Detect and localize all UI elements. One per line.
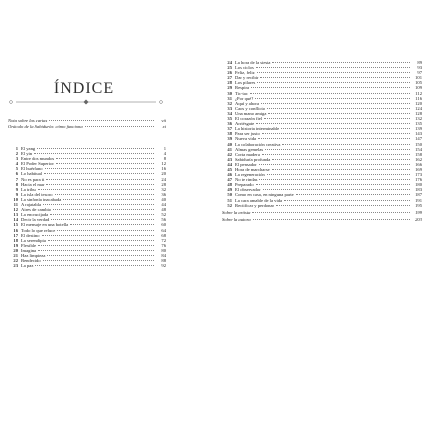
toc-page: 139 <box>415 126 422 132</box>
toc-page: 80 <box>161 247 166 253</box>
toc-label: Los ciclos <box>235 65 254 71</box>
toc-number: 32 <box>227 100 232 106</box>
toc-number: 17 <box>13 232 18 238</box>
toc-page: 158 <box>415 151 422 157</box>
toc-page: 180 <box>415 182 422 188</box>
toc-number: 48 <box>227 182 232 188</box>
toc-page: 40 <box>161 196 166 202</box>
toc-page: 116 <box>415 95 422 101</box>
toc-number: 22 <box>13 258 18 264</box>
toc-number: 11 <box>13 202 18 208</box>
leader-dots <box>259 161 410 165</box>
toc-label: Sobre la autora <box>222 216 251 222</box>
leader-dots <box>261 100 410 104</box>
toc-page: 36 <box>161 191 166 197</box>
toc-number: 26 <box>227 70 232 76</box>
toc-label: La isla del tesoro <box>21 191 53 197</box>
leader-dots <box>264 115 410 119</box>
toc-label: El Poder Superior <box>21 161 54 167</box>
toc-number: 29 <box>227 85 232 91</box>
toc-entry[interactable] <box>222 203 422 208</box>
intro-list <box>8 118 166 130</box>
toc-number: 21 <box>13 252 18 258</box>
toc-page: 93 <box>417 65 422 71</box>
toc-number: 47 <box>227 177 232 183</box>
leader-dots <box>55 191 154 195</box>
toc-label: La serendipia <box>21 237 46 243</box>
toc-page: 120 <box>415 100 422 106</box>
toc-page: 112 <box>415 90 422 96</box>
toc-page: 199 <box>415 209 422 215</box>
toc-page: 187 <box>415 192 422 198</box>
toc-label: Para ser justo <box>235 131 260 137</box>
toc-page: 92 <box>161 263 166 269</box>
toc-page: 64 <box>161 227 166 233</box>
leader-dots <box>250 90 410 94</box>
toc-page: 169 <box>415 166 422 172</box>
toc-label: El observador <box>235 187 261 193</box>
toc-entry[interactable] <box>222 210 422 215</box>
toc-page: 191 <box>415 197 422 203</box>
toc-number: 34 <box>227 110 232 116</box>
page-title: ÍNDICE <box>53 80 115 97</box>
toc-label: Caos y conflicto <box>235 105 266 111</box>
toc-label: Respira <box>235 85 250 91</box>
toc-label: Nota sobre las cartas <box>8 118 48 123</box>
toc-page: 195 <box>415 202 422 208</box>
leader-dots <box>43 201 154 205</box>
leader-dots <box>57 227 154 231</box>
toc-number: 23 <box>13 263 18 269</box>
toc-number: 8 <box>15 181 18 187</box>
toc-page: 12 <box>161 161 166 167</box>
leader-dots <box>257 79 410 83</box>
toc-label: Feliz, feliz <box>235 70 255 76</box>
leader-dots <box>260 74 410 78</box>
toc-label: Como en casa, en ninguna parte <box>235 192 294 198</box>
toc-number: 30 <box>227 90 232 96</box>
toc-label: Una mano amiga <box>235 110 267 116</box>
toc-number: 9 <box>15 186 18 192</box>
leader-dots <box>267 105 410 109</box>
toc-page: 101 <box>415 75 422 81</box>
leader-dots <box>267 171 410 175</box>
toc-entry[interactable] <box>222 217 422 222</box>
toc-label: La colaboración creativa <box>235 141 281 147</box>
leader-dots <box>296 191 410 195</box>
toc-label: No es para ti <box>21 176 45 182</box>
toc-label: Imagina <box>21 247 37 253</box>
leader-dots <box>47 252 154 256</box>
toc-label: Bendecido <box>21 258 41 264</box>
leader-dots <box>56 155 154 159</box>
leader-dots <box>46 176 154 180</box>
toc-page: 16 <box>161 166 166 172</box>
leader-dots <box>38 242 154 246</box>
toc-list-left <box>8 146 166 268</box>
toc-number: 10 <box>13 196 18 202</box>
toc-label: Lo habitual <box>21 171 43 177</box>
leader-dots <box>53 206 154 210</box>
toc-number: 24 <box>227 60 232 65</box>
toc-page: 203 <box>415 216 422 222</box>
toc-label: Preparado <box>235 182 254 188</box>
toc-number: 13 <box>13 212 18 218</box>
toc-label: Tic-tac <box>235 90 248 96</box>
toc-page: 162 <box>415 156 422 162</box>
leader-dots <box>37 145 154 149</box>
toc-page: 176 <box>415 177 422 183</box>
toc-number: 9 <box>15 191 18 197</box>
leader-dots <box>48 237 154 241</box>
toc-page: 32 <box>161 186 166 192</box>
toc-label: La cara amable de la vida <box>235 197 283 203</box>
toc-page: 72 <box>161 237 166 243</box>
toc-label: Oráculo de la Sabiduría: cómo funciona <box>8 124 83 129</box>
toc-number: 43 <box>227 156 232 162</box>
toc-number: 1 <box>15 146 18 151</box>
toc-page: 48 <box>161 207 166 213</box>
toc-entry[interactable] <box>8 124 166 130</box>
leader-dots <box>281 125 410 129</box>
toc-label: Los pilares <box>235 80 256 86</box>
toc-entry[interactable] <box>8 263 166 268</box>
toc-label: Flexible <box>21 242 37 248</box>
right-page <box>222 0 427 433</box>
toc-page: 183 <box>415 187 422 193</box>
toc-label: Entre dos mundos <box>21 156 55 162</box>
toc-number: 52 <box>227 202 232 208</box>
toc-page: 150 <box>415 141 422 147</box>
toc-page: 124 <box>415 105 422 111</box>
toc-number: 15 <box>13 222 18 228</box>
leader-dots <box>252 209 410 213</box>
toc-label: Todo lo que reluce <box>21 227 56 233</box>
toc-label: Dar y recibir <box>235 75 259 81</box>
leader-dots <box>38 186 154 190</box>
toc-label: El yin <box>21 151 33 157</box>
leader-dots <box>284 197 410 201</box>
leader-dots <box>46 181 154 185</box>
toc-page: 166 <box>415 161 422 167</box>
toc-page: 24 <box>161 176 166 182</box>
leader-dots <box>38 247 154 251</box>
toc-label: ¿Por qué? <box>235 95 254 101</box>
leader-dots <box>63 196 154 200</box>
toc-label: Corta madera <box>235 151 260 157</box>
toc-number: 49 <box>227 187 232 193</box>
toc-page: 89 <box>417 60 422 65</box>
leader-dots <box>276 202 410 206</box>
toc-label: Sabiduría profunda <box>235 156 271 162</box>
leader-dots <box>70 221 154 225</box>
leader-dots <box>263 186 410 190</box>
toc-label: El yang <box>21 146 36 151</box>
leader-dots <box>44 170 154 174</box>
toc-label: El huérfano <box>21 166 43 172</box>
toc-label: La sinfonía inacabada <box>21 196 62 202</box>
toc-label: La paz <box>21 263 34 269</box>
toc-page: 97 <box>417 70 422 76</box>
toc-number: 25 <box>227 65 232 71</box>
toc-number: 33 <box>227 105 232 111</box>
toc-page: xi <box>162 124 166 129</box>
toc-label: Sobre la artista <box>222 209 251 215</box>
toc-label: Nueva vida <box>235 136 257 142</box>
toc-label: Hacia el mar <box>21 181 45 187</box>
leader-dots <box>262 130 410 134</box>
toc-label: El corazón fiel <box>235 116 263 122</box>
leader-dots <box>256 181 410 185</box>
toc-page: 44 <box>161 202 166 208</box>
toc-number: 44 <box>227 161 232 167</box>
leader-dots <box>45 165 154 169</box>
toc-number: 6 <box>15 171 18 177</box>
toc-page: 147 <box>415 136 422 142</box>
toc-number: 16 <box>13 227 18 233</box>
toc-number: 14 <box>13 217 18 223</box>
toc-number: 38 <box>227 131 232 137</box>
toc-label: Aires de cambio <box>21 207 52 213</box>
toc-page: 88 <box>161 258 166 264</box>
toc-page: 68 <box>161 232 166 238</box>
toc-label: La hora de la siesta <box>235 60 271 65</box>
toc-label: El pensador <box>235 161 257 167</box>
leader-dots <box>255 95 410 99</box>
toc-number: 40 <box>227 141 232 147</box>
leader-dots <box>50 211 154 215</box>
leader-dots <box>34 150 154 154</box>
leader-dots <box>259 176 410 180</box>
leader-dots <box>49 117 154 121</box>
leader-dots <box>253 216 410 220</box>
toc-number: 2 <box>15 151 18 157</box>
leader-dots <box>42 232 154 236</box>
left-page <box>4 0 209 433</box>
toc-page: 132 <box>415 116 422 122</box>
toc-page: vii <box>161 118 166 123</box>
toc-label: El mensaje en una botella <box>21 222 69 228</box>
ornament-divider <box>8 99 164 105</box>
toc-number: 3 <box>15 156 18 162</box>
toc-number: 39 <box>227 136 232 142</box>
leader-dots <box>272 59 410 63</box>
toc-label: Aquí y ahora <box>235 100 259 106</box>
backmatter-list <box>222 210 422 222</box>
toc-page: 128 <box>415 110 422 116</box>
leader-dots <box>51 216 154 220</box>
toc-page: 20 <box>161 171 166 177</box>
toc-page: 56 <box>161 217 166 223</box>
leader-dots <box>85 123 154 127</box>
toc-label: Decir la verdad <box>21 217 50 223</box>
toc-label: Rectificar y perdonar <box>235 202 275 208</box>
toc-label: La regeneración <box>235 172 265 178</box>
leader-dots <box>258 135 410 139</box>
toc-page: 76 <box>161 242 166 248</box>
leader-dots <box>268 110 410 114</box>
leader-dots <box>251 84 410 88</box>
toc-number: 19 <box>13 242 18 248</box>
leader-dots <box>35 262 154 266</box>
leader-dots <box>256 64 410 68</box>
toc-number: 50 <box>227 192 232 198</box>
toc-label: La historia interminable <box>235 126 280 132</box>
toc-number: 7 <box>15 176 18 182</box>
leader-dots <box>56 160 154 164</box>
toc-number: 18 <box>13 237 18 243</box>
toc-number: 46 <box>227 172 232 178</box>
toc-page: 109 <box>415 85 422 91</box>
toc-list-right <box>222 60 422 222</box>
leader-dots <box>282 141 410 145</box>
toc-number: 36 <box>227 121 232 127</box>
toc-page: 154 <box>415 146 422 152</box>
toc-page: 1 <box>163 146 166 151</box>
toc-number: 37 <box>227 126 232 132</box>
leader-dots <box>272 156 410 160</box>
toc-label: Haz limpieza <box>21 252 46 258</box>
toc-page: 135 <box>415 121 422 127</box>
leader-dots <box>256 120 410 124</box>
toc-number: 41 <box>227 146 232 152</box>
toc-number: 35 <box>227 116 232 122</box>
toc-number: 31 <box>227 95 232 101</box>
leader-dots <box>43 257 154 261</box>
toc-page: 4 <box>163 151 166 157</box>
toc-label: Hora de marcharse <box>235 166 270 172</box>
toc-number: 27 <box>227 75 232 81</box>
toc-label: La encrucijada <box>21 212 49 218</box>
toc-number: 45 <box>227 166 232 172</box>
toc-number: 4 <box>15 161 18 167</box>
toc-number: 42 <box>227 151 232 157</box>
toc-page: 105 <box>415 80 422 86</box>
toc-number: 12 <box>13 207 18 213</box>
leader-dots <box>265 146 410 150</box>
toc-label: No te rindas <box>235 177 258 183</box>
toc-page: 173 <box>415 172 422 178</box>
toc-number: 51 <box>227 197 232 203</box>
toc-label: A rajatabla <box>21 202 42 208</box>
toc-page: 84 <box>161 252 166 258</box>
toc-label: La tribu <box>21 186 36 192</box>
toc-number: 28 <box>227 80 232 86</box>
toc-page: 52 <box>161 212 166 218</box>
toc-number: 20 <box>13 247 18 253</box>
toc-page: 143 <box>415 131 422 137</box>
leader-dots <box>262 151 410 155</box>
leader-dots <box>272 166 410 170</box>
toc-label: El destino <box>21 232 40 238</box>
toc-label: Arriésgate <box>235 121 255 127</box>
toc-label: Almas gemelas <box>235 146 264 152</box>
toc-number: 5 <box>15 166 18 172</box>
leader-dots <box>257 69 410 73</box>
toc-page: 60 <box>161 222 166 228</box>
toc-page: 28 <box>161 181 166 187</box>
toc-page: 8 <box>163 156 166 162</box>
